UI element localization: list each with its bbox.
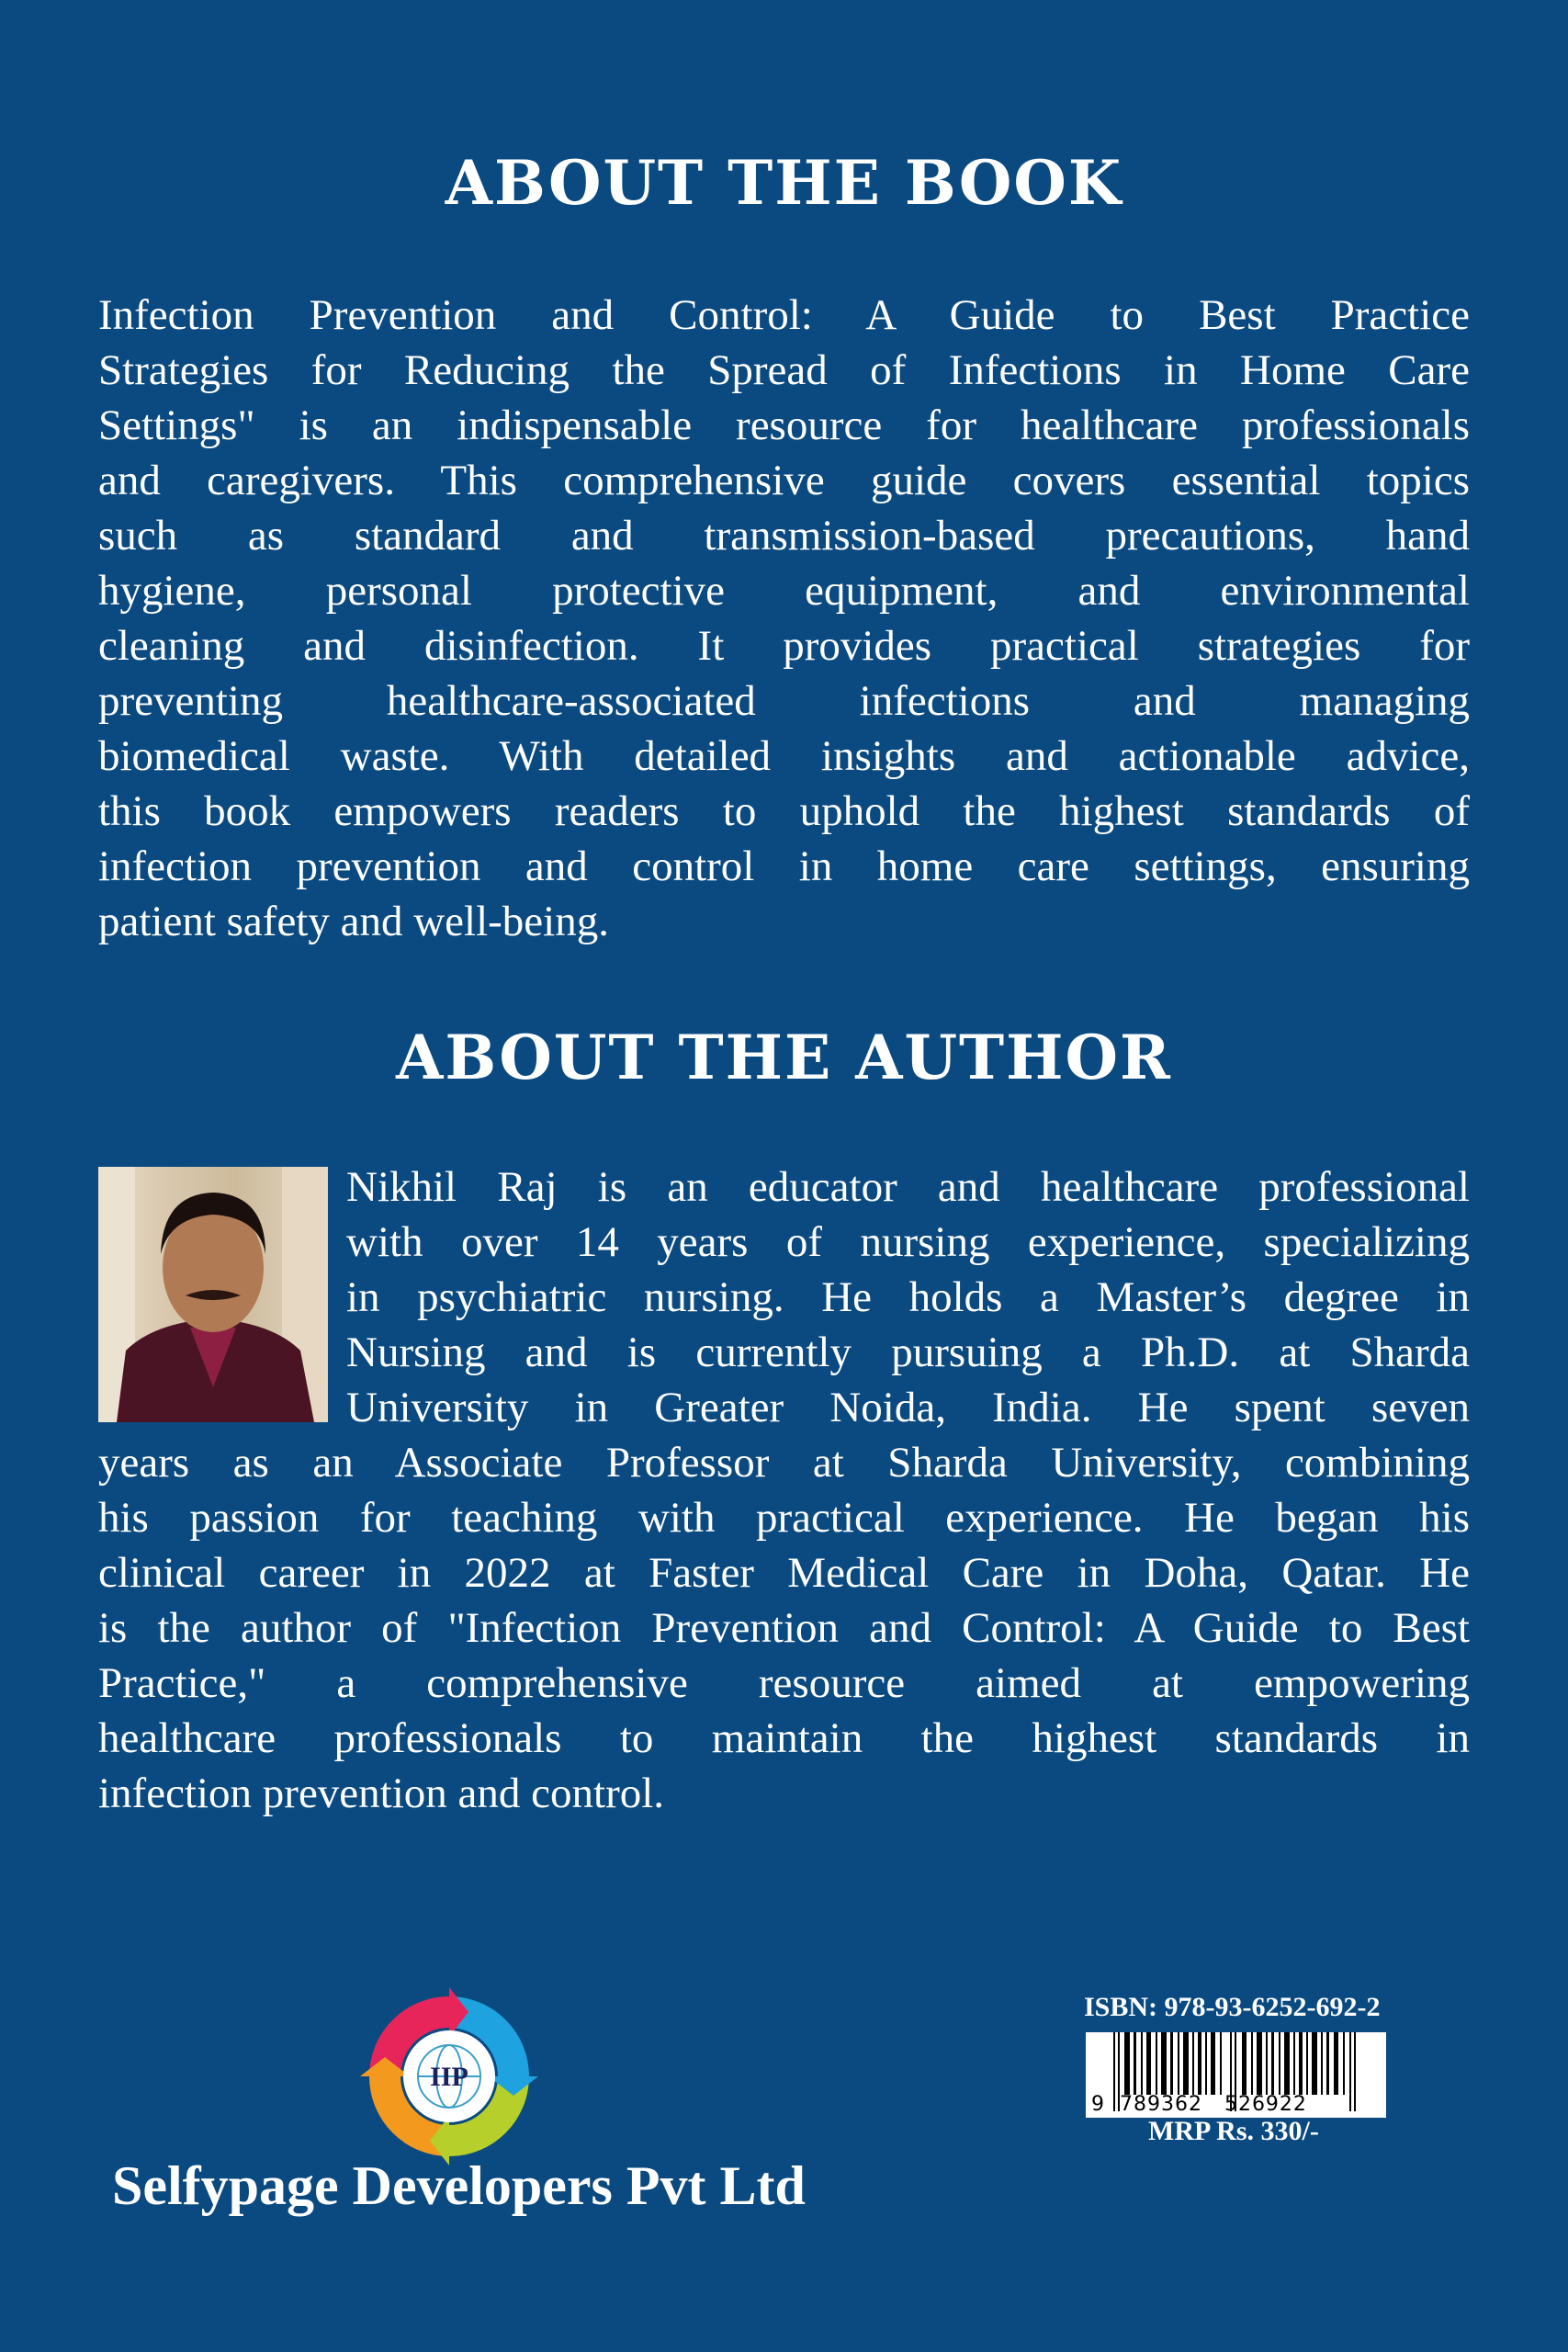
publisher-name: Selfypage Developers Pvt Ltd bbox=[112, 2155, 806, 2216]
text-line: Settings" is an indispensable resource for healthcare professionals bbox=[98, 401, 1470, 449]
text-line: such as standard and transmission-based precautions, hand bbox=[98, 512, 1470, 560]
isbn-label: ISBN: 978-93-6252-692-2 bbox=[1084, 1992, 1381, 2022]
text-line: and caregivers. This comprehensive guide covers essential topics bbox=[98, 457, 1470, 504]
text-line: infection prevention and control in home care settings, ensuring bbox=[98, 842, 1470, 890]
heading-about-book: ABOUT THE BOOK bbox=[445, 147, 1123, 219]
text-line: Nikhil Raj is an educator and healthcare professional bbox=[346, 1163, 1470, 1211]
text-line: clinical career in 2022 at Faster Medical Care in Doha, Qatar. He bbox=[98, 1549, 1470, 1597]
text-line: cleaning and disinfection. It provides practical strategies for bbox=[98, 622, 1470, 670]
text-line: Infection Prevention and Control: A Guide to Best Practice bbox=[98, 291, 1470, 339]
text-line: preventing healthcare-associated infections and managing bbox=[98, 677, 1470, 725]
text-line: biomedical waste. With detailed insights and actionable advice, bbox=[98, 732, 1470, 780]
text-line: patient safety and well-being. bbox=[98, 898, 609, 945]
text-line: University in Greater Noida, India. He spent seven bbox=[346, 1384, 1470, 1431]
text-line: Strategies for Reducing the Spread of Infections in Home Care bbox=[98, 346, 1470, 394]
text-line: years as an Associate Professor at Sharda University, combining bbox=[98, 1439, 1470, 1487]
iip-cycle-arrows-icon bbox=[360, 1987, 538, 2165]
text-line: this book empowers readers to uphold the highest standards of bbox=[98, 787, 1470, 835]
mrp-price: MRP Rs. 330/- bbox=[1148, 2116, 1319, 2146]
text-line: his passion for teaching with practical experience. He began his bbox=[98, 1494, 1470, 1542]
barcode bbox=[1086, 2032, 1386, 2118]
svg-text:IIP: IIP bbox=[430, 2062, 468, 2092]
text-line: healthcare professionals to maintain the highest standards in bbox=[98, 1714, 1470, 1762]
heading-about-author: ABOUT THE AUTHOR bbox=[396, 1022, 1172, 1093]
about-book-paragraph bbox=[98, 288, 1470, 949]
text-line: infection prevention and control. bbox=[98, 1770, 665, 1817]
text-line: is the author of "Infection Prevention and Control: A Guide to Best bbox=[98, 1604, 1470, 1652]
text-line: Nursing and is currently pursuing a Ph.D. at Sharda bbox=[346, 1329, 1470, 1376]
about-author-paragraph bbox=[98, 1159, 1470, 1821]
text-line: with over 14 years of nursing experience, specializing bbox=[346, 1218, 1470, 1266]
barcode-digits: 9 789362 526922 bbox=[1091, 2093, 1307, 2116]
text-line: hygiene, personal protective equipment, and environmental bbox=[98, 567, 1470, 615]
publisher-logo bbox=[360, 1987, 538, 2165]
text-line: Practice," a comprehensive resource aimed at empowering bbox=[98, 1659, 1470, 1707]
text-line: in psychiatric nursing. He holds a Master’s degree in bbox=[346, 1273, 1470, 1321]
